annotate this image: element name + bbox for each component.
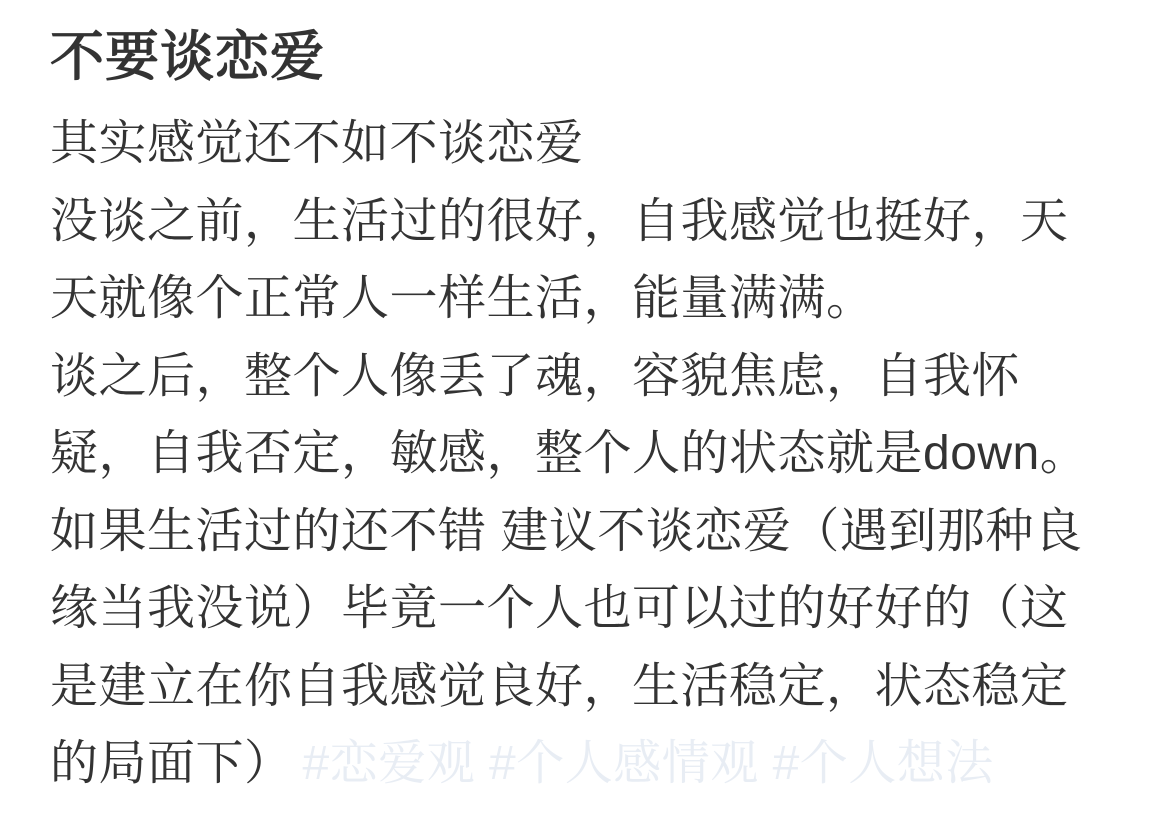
post-body-line: 是建立在你自我感觉良好，生活稳定，状态稳定 bbox=[50, 659, 1069, 713]
post-body-last-line bbox=[50, 725, 1130, 803]
post-body-line: 如果生活过的还不错 建议不谈恋爱（遇到那种良 bbox=[50, 504, 1083, 558]
post-body-line: 天就像个正常人一样生活，能量满满。 bbox=[50, 272, 875, 325]
post-title: 不要谈恋爱 bbox=[50, 27, 325, 87]
post-hashtags[interactable]: #恋爱观 #个人感情观 #个人想法 bbox=[302, 737, 994, 790]
post-body bbox=[50, 105, 1130, 803]
post-body-line: 其实感觉还不如不谈恋爱 bbox=[50, 117, 584, 170]
post-body-line: 谈之后，整个人像丢了魂，容貌焦虑，自我怀 bbox=[50, 349, 1021, 403]
post-body-line: 疑，自我否定，敏感，整个人的状态就是down。 bbox=[50, 427, 1089, 480]
post-body-line: 没谈之前，生活过的很好，自我感觉也挺好，天 bbox=[50, 194, 1069, 248]
post-body-line: 缘当我没说）毕竟一个人也可以过的好好的（这 bbox=[50, 582, 1069, 635]
post-body-line: 的局面下） bbox=[50, 737, 293, 790]
